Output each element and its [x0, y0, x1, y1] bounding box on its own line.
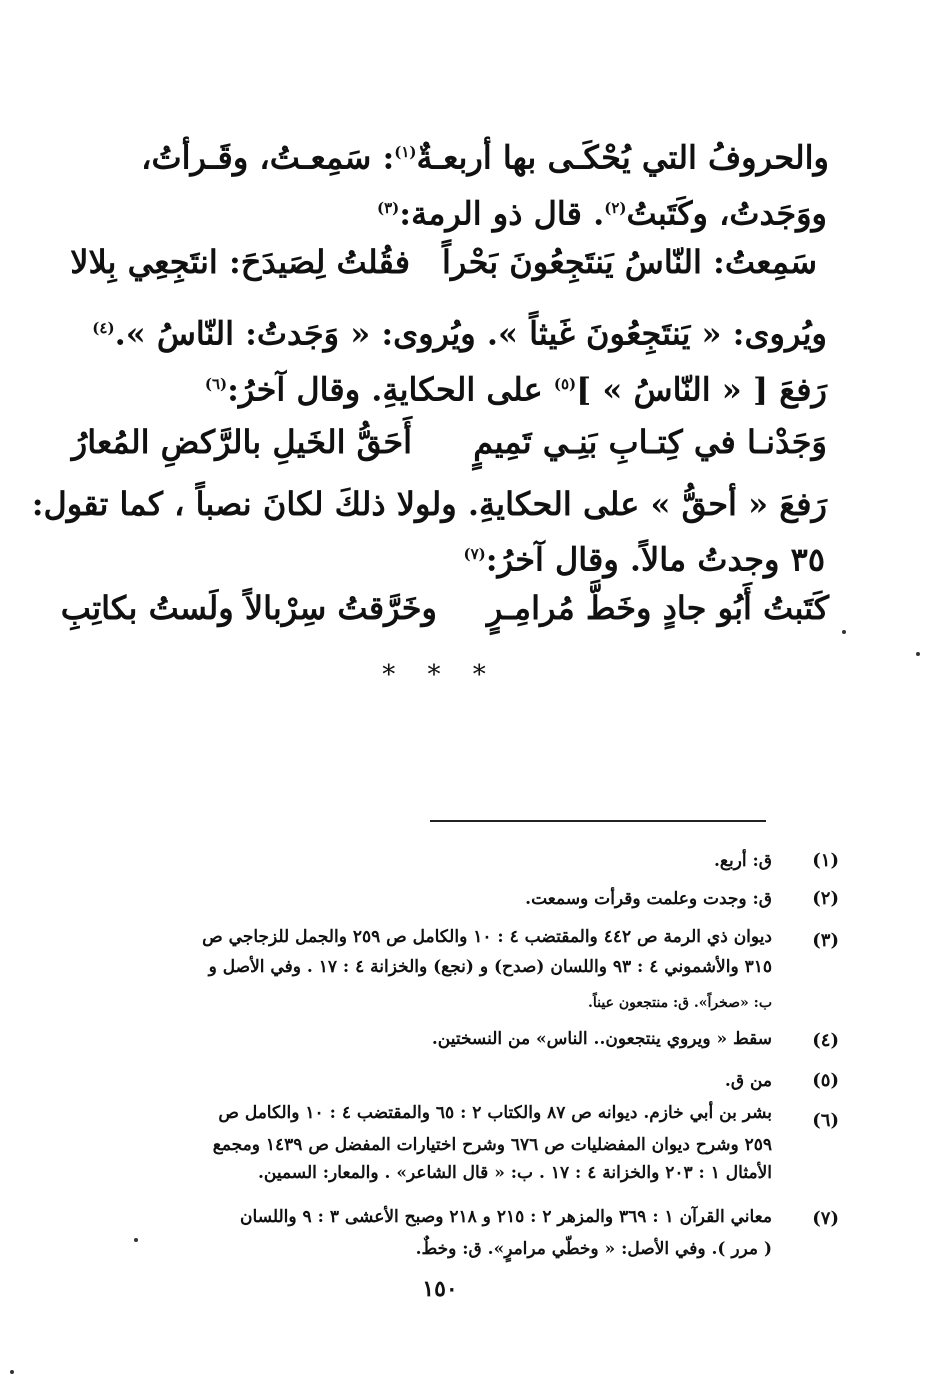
- verse-3-second-hemistich: [61, 584, 437, 632]
- verse-text: سَمِعتُ: النّاسُ يَنتَجِعُونَ بَحْراً: [442, 243, 817, 281]
- footnote-ref: (٣): [376, 199, 400, 217]
- scan-speck: [10, 1370, 14, 1374]
- text-span: ويُروى: « يَنتَجِعُونَ غَيثاً ». ويُروى: « وَجَدتُ: النّاسُ ».: [114, 314, 827, 353]
- verse-text: وَجَدْنـا في كِتـابِ بَنِـي تَمِيمٍ: [473, 423, 827, 461]
- footnote-text-4: سقط « ويروي ينتجعون.. الناس» من النسختين.: [431, 1029, 772, 1049]
- verse-3-first-hemistich: [487, 584, 829, 632]
- text-span: رَفعَ « أحقُّ » على الحكايةِ. ولولا ذلكَ لكانَ نصباً ، كما تقول:: [31, 485, 827, 523]
- text-span: والحروفُ التي يُحْكَـى بها أربعـةٌ: [416, 138, 829, 177]
- footnote-text-6-line-3: الأمثال ١ : ٢٠٣ والخزانة ٤ : ١٧ . ب: « قال الشاعر» . والمعار: السمين.: [257, 1163, 772, 1183]
- line-number: ٣٥: [790, 540, 825, 579]
- verse-2-first-hemistich: [473, 418, 827, 466]
- verse-2-second-hemistich: [72, 418, 412, 466]
- verse-1-second-hemistich: [70, 238, 410, 286]
- page-number: ١٥٠: [422, 1276, 458, 1302]
- footnote-ref: (٢): [604, 199, 627, 217]
- text-span: رَفعَ [ « النّاسُ » ]: [576, 370, 827, 409]
- footnote-number-4: (٤): [812, 1030, 839, 1051]
- footnote-ref: (٦): [204, 375, 228, 393]
- footnote-number-7: (٧): [812, 1208, 839, 1229]
- footnote-ref: (١): [394, 143, 417, 161]
- scan-speck: [916, 652, 920, 656]
- footnote-text-6-line-2: ٢٥٩ وشرح ديوان المفضليات ص ٦٧٦ وشرح اختيارات المفضل ص ١٤٣٩ ومجمع: [212, 1135, 772, 1155]
- footnote-text-3-line-3: ب: «صخراً». ق: منتجعون عيناً.: [588, 995, 772, 1011]
- footnote-text-3-line-1: ديوان ذي الرمة ص ٤٤٢ والمقتضب ٤ : ١٠ والكامل ص ٢٥٩ والجمل للزجاجي ص: [202, 927, 772, 947]
- text-span: وجدتُ مالاً. وقال آخرُ:: [485, 540, 780, 579]
- text-span: ووَجَدتُ، وكَتَبتُ: [626, 194, 827, 233]
- section-separator: * * *: [382, 660, 498, 690]
- verse-text: فقُلتُ لِصَيدَحَ: انتَجِعِي بِلالا: [70, 243, 410, 281]
- main-text-line-5: [205, 360, 827, 414]
- footnote-ref: (٧): [463, 545, 486, 563]
- verse-text: أَحَقُّ الخَيلِ بالرَّكضِ المُعارُ: [71, 423, 412, 461]
- main-text-line-8: [463, 530, 825, 584]
- main-text-line-7: [32, 480, 827, 528]
- scan-speck: [134, 1238, 138, 1242]
- footnote-number-2: (٢): [812, 888, 839, 909]
- verse-text: كَتَبتُ أَبُو جادٍ وخَطَّ مُرامِـرٍ: [486, 589, 829, 627]
- footnote-number-6: (٦): [812, 1110, 839, 1131]
- text-span: : سَمِعـتُ، وقَـرأتُ،: [141, 138, 395, 177]
- main-text-line-2: [377, 184, 827, 238]
- text-span: . قال ذو الرمة:: [399, 194, 605, 233]
- footnote-text-5: من ق.: [724, 1071, 772, 1091]
- verse-1-first-hemistich: [442, 238, 817, 286]
- footnote-divider: [430, 820, 766, 822]
- footnote-text-7-line-1: معاني القرآن ١ : ٣٦٩ والمزهر ٢ : ٢١٥ و ٢١٨ وصبح الأعشى ٣ : ٩ واللسان: [240, 1207, 772, 1227]
- footnote-number-1: (١): [812, 850, 839, 871]
- footnote-text-3-line-2: ٣١٥ والأشموني ٤ : ٩٣ واللسان (صدح) و (نجع) والخزانة ٤ : ١٧ . وفي الأصل و: [208, 957, 772, 977]
- main-text-line-4: [92, 304, 827, 358]
- footnote-ref: (٤): [92, 319, 115, 337]
- text-span: على الحكايةِ. وقال آخرُ:: [227, 370, 543, 409]
- footnote-text-1: ق: أربع.: [713, 851, 772, 871]
- footnote-text-6-line-1: بشر بن أبي خازم. ديوانه ص ٨٧ والكتاب ٢ : ٦٥ والمقتضب ٤ : ١٠ والكامل ص: [218, 1103, 772, 1123]
- footnote-number-5: (٥): [812, 1070, 839, 1091]
- footnote-text-7-line-2: ( مرر ). وفي الأصل: « وخطّي مرامرٍ». ق: وخطٌ.: [415, 1239, 772, 1259]
- footnote-number-3: (٣): [812, 930, 839, 951]
- main-text-line-1: [141, 128, 829, 182]
- verse-text: وخَرَّقتُ سِرْبالاً ولَستُ بكاتِبِ: [60, 589, 437, 627]
- footnote-ref: (٥): [553, 375, 577, 393]
- scan-speck: [842, 630, 846, 634]
- footnote-text-2: ق: وجدت وعلمت وقرأت وسمعت.: [525, 889, 772, 909]
